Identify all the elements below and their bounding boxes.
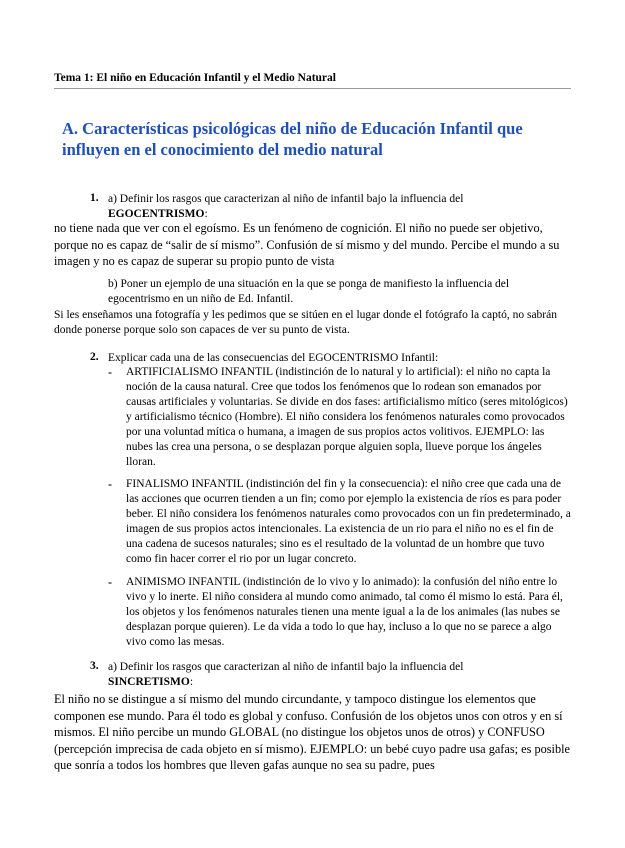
question-3-number: 3. bbox=[90, 660, 99, 672]
question-2-number: 2. bbox=[90, 351, 99, 363]
bullet-dash-2: - bbox=[108, 477, 112, 491]
question-1-answer-b: Si les enseñamos una fotografía y les pedimos que se sitúen en el lugar donde el fotógrafo la captó, no sabrán donde ponerse porque solo son capaces de ver su punto de vista. bbox=[54, 309, 557, 336]
question-1-prompt-b: b) Poner un ejemplo de una situación en la que se ponga de manifiesto la influencia del egocentrismo en un niño de Ed. Infantil. bbox=[108, 278, 510, 305]
question-1-answer-a: no tiene nada que ver con el egoísmo. Es un fenómeno de cognición. El niño no puede ser objetivo, porque no es capaz de “salir de sí mismo”. Confusión de sí mismo y del mundo. Percibe el mundo a su imagen y no es capaz de superar su propio punto de vista bbox=[54, 221, 560, 268]
consequence-animismo: ANIMISMO INFANTIL (indistinción de lo vivo y lo animado): la confusión del niño entre lo vivo y lo inerte. El niño considera al mundo como animado, tal como él mismo lo está. Para él, los objetos y los fenómenos naturales tienen una mente igual a la de los animales (las nubes se desplazan porque quieren). Le da vida a todo lo que hay, incluso a lo que no se parece a algo vivo como las mesas. bbox=[126, 576, 563, 648]
consequence-finalismo: FINALISMO INFANTIL (indistinción del fin y la consecuencia): el niño cree que cada una de las acciones que ocurren tienden a un fin; como por ejemplo la existencia de ríos es para poder beber. El niño considera los fenómenos naturales como provocados con un fin predeterminado, a imagen de sus propios actos intencionales. La existencia de un rio para el niño no es el fin de una cadena de sucesos naturales; sino es el resultado de la voluntad de un hombre que tuvo como fin hacer correr el rio por un lugar concreto. bbox=[126, 478, 571, 565]
bullet-dash-3: - bbox=[108, 575, 112, 589]
question-3-term: SINCRETISMO bbox=[108, 676, 190, 688]
header-divider bbox=[54, 88, 571, 89]
question-1-term: EGOCENTRISMO bbox=[108, 208, 205, 220]
question-1-prompt-text: a) Definir los rasgos que caracterizan al niño de infantil bajo la influencia del bbox=[108, 193, 464, 205]
consequence-artificialismo: ARTIFICIALISMO INFANTIL (indistinción de lo natural y lo artificial): el niño no capta la noción de la causa natural. Cree que todos los fenómenos que lo rodean son emanados por causas artificiales y voluntarias. Se divide en dos fases: artificialismo mítico (seres mitológicos) y artificialismo técnico (Hombre). El niño considera los fenómenos naturales como provocados por una voluntad mítica o humana, a imagen de sus propios actos volitivos. EJEMPLO: las nubes las crea una persona, o se desplazan porque alguien sopla, llueve porque los ángeles lloran. bbox=[126, 366, 568, 468]
question-1-prompt-a bbox=[108, 192, 578, 222]
question-1-number: 1. bbox=[90, 192, 99, 204]
question-3-prompt-a bbox=[108, 660, 578, 690]
question-1-colon: : bbox=[204, 208, 208, 220]
bullet-dash-1: - bbox=[108, 365, 112, 379]
question-3-answer-a: El niño no se distingue a sí mismo del mundo circundante, y tampoco distingue los elementos que componen ese mundo. Para él todo es global y confuso. Confusión de los objetos unos con otros y en sí mismos. El niño percibe un mundo GLOBAL (no distingue los objetos unos de otros) y CONFUSO (percepción imprecisa de cada objeto en sí mismo). EJEMPLO: un bebé cuyo padre usa gafas; es posible que sonría a todos los hombres que lleven gafas aunque no sea su padre, pues bbox=[54, 692, 570, 772]
question-2-prompt: Explicar cada una de las consecuencias del EGOCENTRISMO Infantil: bbox=[108, 352, 439, 364]
section-heading: A. Características psicológicas del niño de Educación Infantil que influyen en el conocimiento del medio natural bbox=[62, 119, 523, 159]
question-3-term-line bbox=[108, 675, 578, 690]
question-3-colon: : bbox=[189, 676, 194, 688]
question-3-prompt-text: a) Definir los rasgos que caracterizan al niño de infantil bajo la influencia del bbox=[108, 661, 464, 673]
document-header-title: Tema 1: El niño en Educación Infantil y el Medio Natural bbox=[54, 72, 336, 84]
